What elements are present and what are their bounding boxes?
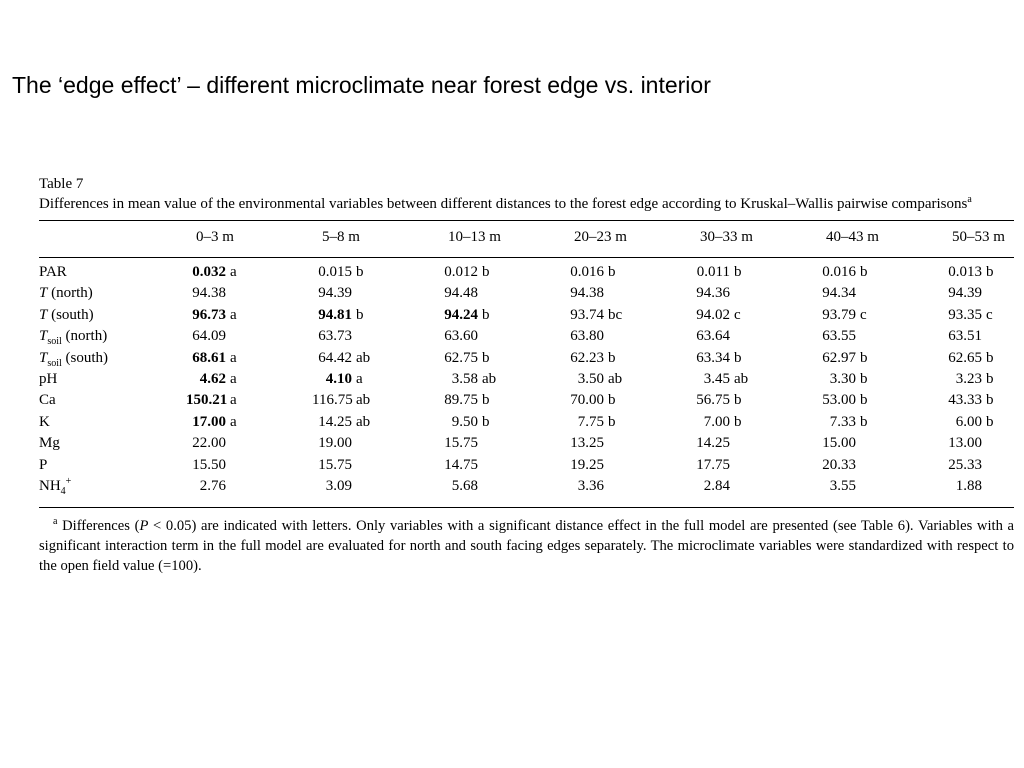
- table-cell: 1.88: [955, 478, 982, 494]
- table-cell: 94.48: [444, 285, 478, 302]
- table-cell: 7.00 b: [703, 413, 742, 430]
- table-cell: 17.75: [696, 456, 730, 473]
- table-cell: 93.79 c: [822, 306, 867, 323]
- footnote-p-symbol: P: [139, 518, 149, 534]
- row-label: K: [39, 413, 50, 430]
- table-row: [39, 435, 1014, 456]
- table-block: [39, 175, 1014, 576]
- table-cell: 15.50: [192, 456, 226, 473]
- table-cell: 62.23 b: [570, 349, 616, 366]
- row-label: PAR: [39, 264, 67, 280]
- row-label: $T_{soil}$ (north): [39, 328, 108, 348]
- table-top-rule: [39, 220, 1014, 221]
- table-cell: 0.013 b: [948, 264, 994, 280]
- table-cell: 94.34: [822, 285, 856, 302]
- table-cell: 4.10 a: [325, 371, 363, 387]
- table-cell: 3.55: [829, 478, 856, 494]
- column-header: 0–3 m: [196, 229, 234, 245]
- table-row: [39, 264, 1014, 285]
- table-cell: 2.76: [199, 478, 226, 494]
- table-cell: 63.55: [822, 328, 856, 345]
- table-caption: [39, 194, 1014, 214]
- table-cell: 7.33 b: [829, 413, 868, 430]
- table-cell: 14.25 ab: [318, 413, 371, 430]
- table-cell: 15.75: [444, 435, 478, 452]
- table-header-rule: [39, 257, 1014, 258]
- table-row: [39, 414, 1014, 435]
- table-cell: 62.65 b: [948, 349, 994, 366]
- table-cell: 14.25: [696, 435, 730, 452]
- table-row: [39, 285, 1014, 306]
- table-cell: 17.00 a: [192, 413, 237, 430]
- table-cell: 14.75: [444, 456, 478, 473]
- table-row: [39, 307, 1014, 328]
- table-row: [39, 350, 1014, 371]
- column-header: 10–13 m: [448, 229, 501, 245]
- table-cell: 150.21 a: [186, 392, 237, 409]
- table-cell: 0.016 b: [822, 264, 868, 280]
- table-footnote: [39, 516, 1014, 576]
- table-cell: 94.39: [948, 285, 982, 302]
- table-cell: 0.011 b: [696, 264, 742, 280]
- table-cell: 20.33: [822, 456, 856, 473]
- table-header-row: [39, 227, 1014, 249]
- table-cell: 2.84: [703, 478, 730, 494]
- table-cell: 0.012 b: [444, 264, 490, 280]
- column-header: 5–8 m: [322, 229, 360, 245]
- table-caption-text: Differences in mean value of the environmental variables between different distances to the forest edge according to Kruskal–Wallis pairwise comparisons: [39, 196, 968, 212]
- table-cell: 0.016 b: [570, 264, 616, 280]
- table-cell: 22.00: [192, 435, 226, 452]
- table-cell: 63.73: [318, 328, 352, 345]
- table-cell: 64.09: [192, 328, 226, 345]
- table-cell: 89.75 b: [444, 392, 490, 409]
- column-header: 50–53 m: [952, 229, 1005, 245]
- table-cell: 13.25: [570, 435, 604, 452]
- table-cell: 94.38: [192, 285, 226, 302]
- table-cell: 3.50 ab: [577, 371, 623, 387]
- table-cell: 3.09: [325, 478, 352, 494]
- table-cell: 116.75 ab: [312, 392, 371, 409]
- table-cell: 13.00: [948, 435, 982, 452]
- row-label: T (north): [39, 285, 93, 302]
- slide-title: The ‘edge effect’ – different microclimate near forest edge vs. interior: [12, 72, 711, 98]
- table-cell: 94.81 b: [318, 306, 364, 323]
- table-cell: 0.032 a: [192, 264, 237, 280]
- column-header: 40–43 m: [826, 229, 879, 245]
- row-label: P: [39, 456, 48, 473]
- table-cell: 56.75 b: [696, 392, 742, 409]
- table-cell: 53.00 b: [822, 392, 868, 409]
- row-label: T (south): [39, 306, 94, 323]
- table-bottom-rule: [39, 507, 1014, 508]
- row-label: $T_{soil}$ (south): [39, 349, 109, 369]
- table-cell: 94.36: [696, 285, 730, 302]
- table-body: [39, 264, 1014, 505]
- table-cell: 15.00: [822, 435, 856, 452]
- table-cell: 4.62 a: [199, 371, 237, 387]
- table-cell: 94.24 b: [444, 306, 490, 323]
- table-cell: 3.45 ab: [703, 371, 749, 387]
- column-header: 20–23 m: [574, 229, 627, 245]
- table-cell: 93.35 c: [948, 306, 993, 323]
- table-cell: 9.50 b: [451, 413, 490, 430]
- table-cell: 19.00: [318, 435, 352, 452]
- table-cell: 68.61 a: [192, 349, 237, 366]
- table-label: Table 7: [39, 176, 84, 192]
- table-cell: 25.33: [948, 456, 982, 473]
- table-row: [39, 392, 1014, 413]
- table-cell: 63.51: [948, 328, 982, 345]
- table-cell: 64.42 ab: [318, 349, 371, 366]
- table-cell: 5.68: [451, 478, 478, 494]
- table-cell: 0.015 b: [318, 264, 364, 280]
- table-cell: 63.64: [696, 328, 730, 345]
- table-cell: 43.33 b: [948, 392, 994, 409]
- table-cell: 15.75: [318, 456, 352, 473]
- table-cell: 93.74 bc: [570, 306, 623, 323]
- table-row: [39, 457, 1014, 478]
- table-cell: 62.75 b: [444, 349, 490, 366]
- row-label: Mg: [39, 435, 60, 452]
- table-cell: 63.60: [444, 328, 478, 345]
- table-row: [39, 371, 1014, 392]
- table-cell: 3.23 b: [955, 371, 994, 387]
- table-cell: 3.36: [577, 478, 604, 494]
- table-cell: 96.73 a: [192, 306, 237, 323]
- table-row: [39, 478, 1014, 499]
- table-row: [39, 328, 1014, 349]
- table-cell: 62.97 b: [822, 349, 868, 366]
- row-label: pH: [39, 371, 58, 387]
- table-cell: 3.30 b: [829, 371, 868, 387]
- table-cell: 19.25: [570, 456, 604, 473]
- table-cell: 3.58 ab: [451, 371, 497, 387]
- table-cell: 94.38: [570, 285, 604, 302]
- table-cell: 94.02 c: [696, 306, 741, 323]
- footnote-text-1: Differences (: [57, 518, 140, 534]
- column-header: 30–33 m: [700, 229, 753, 245]
- table-cell: 6.00 b: [955, 413, 994, 430]
- table-cell: 94.39: [318, 285, 352, 302]
- table-cell: 70.00 b: [570, 392, 616, 409]
- footnote-marker: a: [53, 516, 58, 528]
- footnote-text-2: < 0.05) are indicated with letters. Only variables with a significant distance effect in the full model are presented (see Table 6). Variables with a significant interaction term in the full model are evaluated for north and south facing edges separately. The microclimate variables were standardized with respect to the open field value (=100).: [39, 518, 1015, 574]
- row-label: $NH_4^+$: [39, 476, 72, 497]
- table-cell: 63.80: [570, 328, 604, 345]
- row-label: Ca: [39, 392, 56, 409]
- table-cell: 63.34 b: [696, 349, 742, 366]
- table-cell: 7.75 b: [577, 413, 616, 430]
- caption-footnote-marker: a: [967, 194, 972, 205]
